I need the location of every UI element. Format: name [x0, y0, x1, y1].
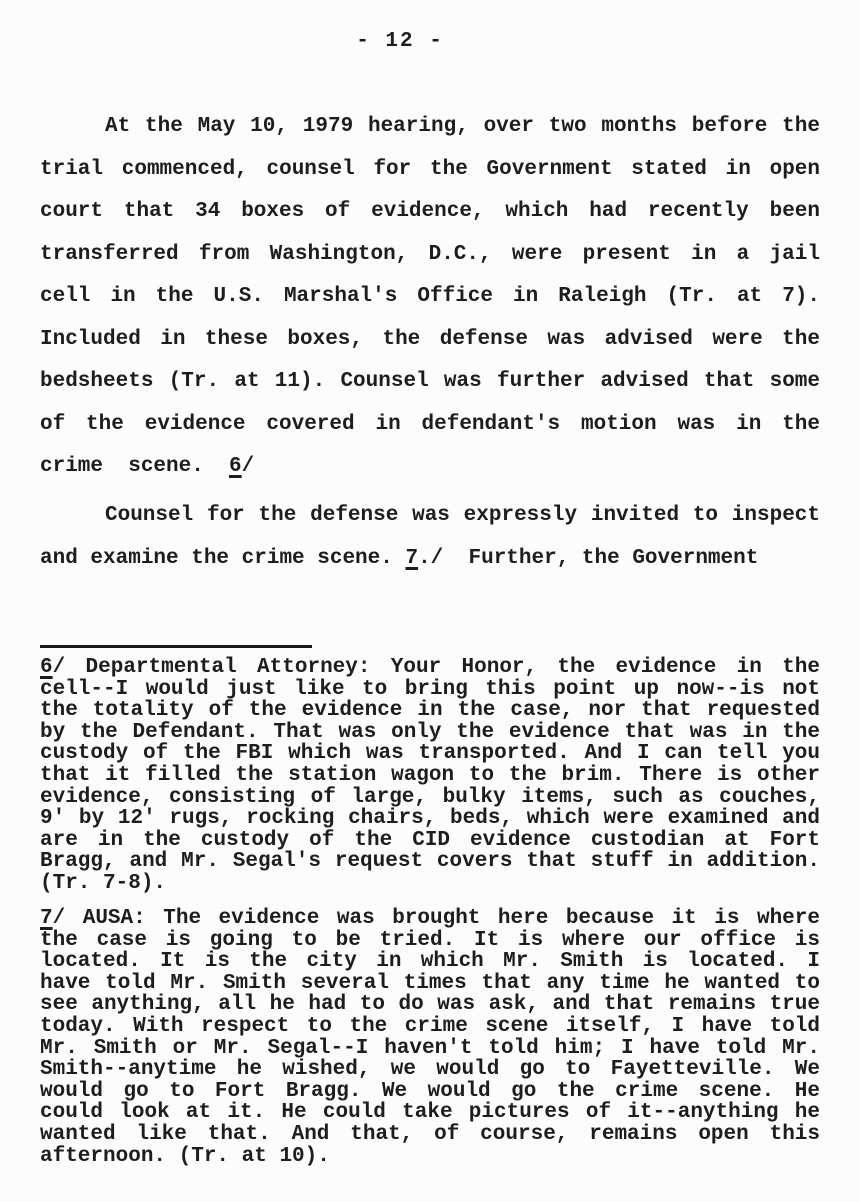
footnote-line [40, 908, 820, 930]
footnote-marker-7: 7 [40, 907, 53, 930]
footnote-line: custody of the FBI which was transported. And I can tell you [40, 742, 820, 766]
body-paragraph-2 [40, 495, 820, 580]
body-line: bedsheets (Tr. at 11). Counsel was further advised that some [40, 370, 820, 393]
footnote-line: the totality of the evidence in the case, nor that requested [40, 699, 820, 723]
body-paragraph-1 [40, 106, 820, 489]
footnote-separator [40, 645, 312, 648]
body-line: At the May 10, 1979 hearing, over two months before the [105, 115, 820, 138]
footnote-line: evidence, consisting of large, bulky items, such as couches, [40, 785, 820, 809]
footnote-6 [40, 657, 820, 895]
body-line [40, 538, 820, 581]
line-text: / [241, 455, 255, 478]
footnote-line: 9' by 12' rugs, rocking chairs, beds, which were examined and [40, 807, 820, 831]
body-line: cell in the U.S. Marshal's Office in Raleigh (Tr. at 7). [40, 285, 820, 308]
footnote-ref-6: 6 [229, 455, 242, 478]
footnote-line: could look at it. He could take pictures of it--anything he [40, 1101, 820, 1125]
footnote-line: located. It is the city in which Mr. Smith is located. I [40, 950, 820, 974]
footnote-line: that it filled the station wagon to the brim. There is other [40, 763, 820, 787]
body-line: Counsel for the defense was expressly invited to inspect [105, 504, 820, 527]
body-line: court that 34 boxes of evidence, which had recently been [40, 200, 820, 223]
footnote-line: today. With respect to the crime scene itself, I have told [40, 1014, 820, 1038]
footnote-line: Smith--anytime he wished, we would go to Fayetteville. We [40, 1058, 820, 1082]
footnote-line: would go to Fort Bragg. We would go the crime scene. He [40, 1079, 820, 1103]
footnote-7 [40, 908, 820, 1167]
footnote-line: afternoon. (Tr. at 10). [40, 1144, 330, 1168]
line-text: / Departmental Attorney: Your Honor, the evidence in the [52, 656, 820, 679]
page-number: - 12 - [356, 30, 444, 53]
footnote-line: (Tr. 7-8). [40, 871, 167, 895]
body-line: Included in these boxes, the defense was advised were the [40, 327, 820, 351]
body-line: trial commenced, counsel for the Government stated in open [40, 157, 820, 181]
footnote-ref-7: 7 [405, 546, 419, 570]
line-text: ./ Further, the Government [418, 546, 759, 570]
body-line: of the evidence covered in defendant's motion was in the [40, 412, 820, 436]
footnote-marker-6: 6 [40, 656, 53, 679]
footnote-line: the case is going to be tried. It is where our office is [40, 928, 820, 952]
footnote-line: cell--I would just like to bring this point up now--is not [40, 677, 820, 701]
line-text: / AUSA: The evidence was brought here because it is where [52, 907, 820, 930]
footnote-line: wanted like that. And that, of course, remains open this [40, 1122, 820, 1146]
footnote-line: have told Mr. Smith several times that any time he wanted to [40, 971, 820, 995]
line-text: crime scene. [40, 455, 230, 478]
line-text: and examine the crime scene. [40, 546, 406, 570]
footnote-line: see anything, all he had to do was ask, and that remains true [40, 993, 820, 1017]
footnote-line: Mr. Smith or Mr. Segal--I haven't told him; I have told Mr. [40, 1036, 820, 1060]
footnote-line: Bragg, and Mr. Segal's request covers that stuff in addition. [40, 850, 820, 874]
body-line: transferred from Washington, D.C., were present in a jail [40, 242, 820, 266]
footnote-line [40, 657, 820, 679]
footnote-line: by the Defendant. That was only the evidence that was in the [40, 720, 820, 744]
body-line [40, 446, 820, 489]
footnote-line: are in the custody of the CID evidence custodian at Fort [40, 828, 820, 852]
